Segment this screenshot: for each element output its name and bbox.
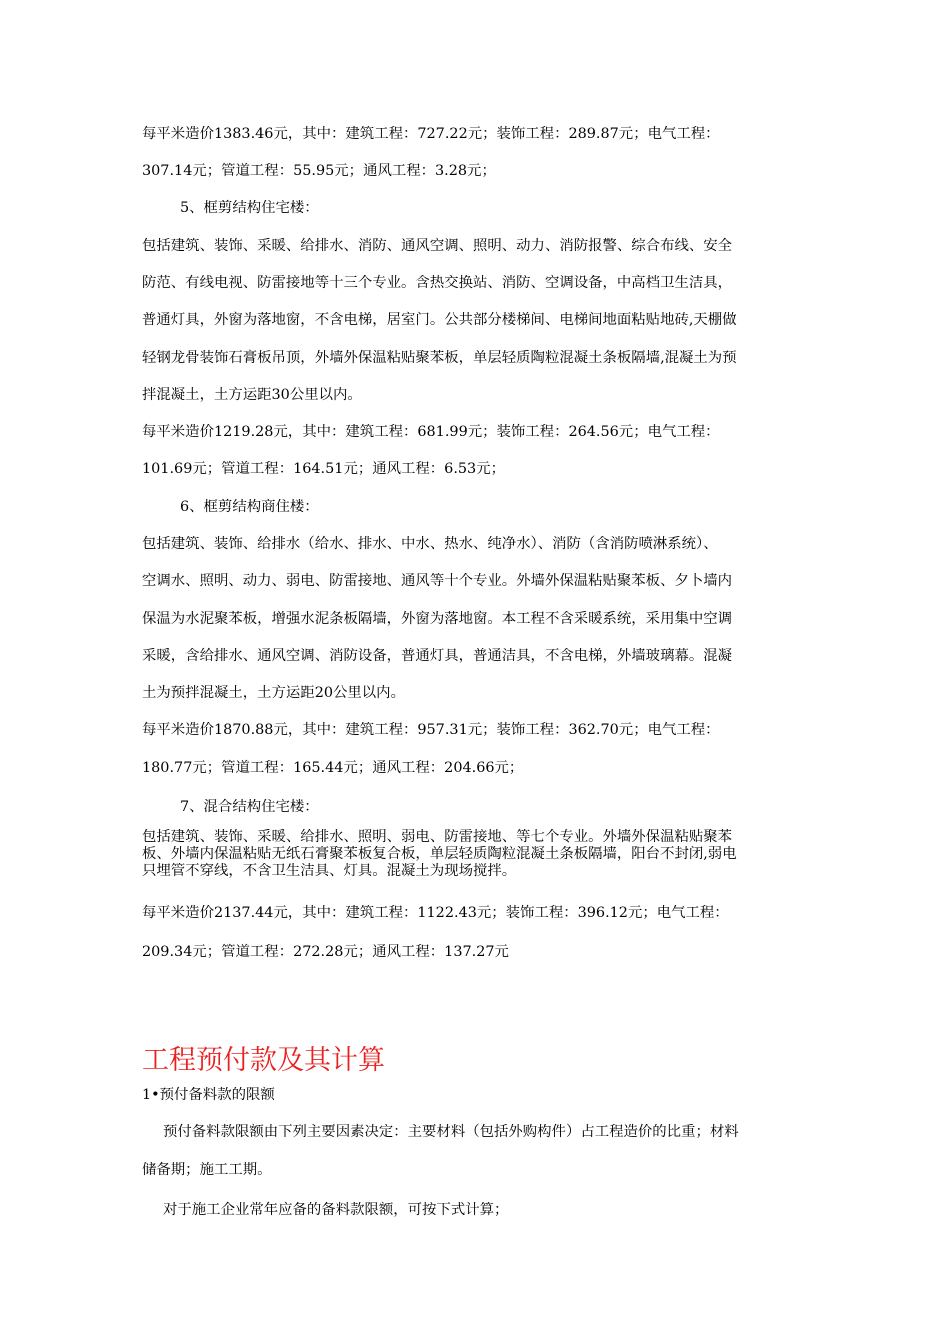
cost-line-7b: 209.34元；管道工程：272.28元；通风工程：137.27元 (142, 944, 509, 960)
cost-line-6a: 每平米造价1870.88元，其中：建筑工程：957.31元；装饰工程：362.70元；电气工程： (142, 722, 720, 738)
item-6-desc-2: 空调水、照明、动力、弱电、防雷接地、通风等十个专业。外墙外保温粘贴聚苯板、夕卜墙内 (142, 573, 733, 589)
item-7-desc-3: 只埋管不穿线，不含卫生洁具、灯具。混凝土为现场搅拌。 (142, 863, 517, 879)
item-6-desc-4: 采暖，含给排水、通风空调、消防设备，普通灯具，普通洁具，不含电梯，外墙玻璃幕。混凝 (142, 648, 733, 664)
cost-line-7a: 每平米造价2137.44元，其中：建筑工程：1122.43元；装饰工程：396.12元；电气工程： (142, 905, 729, 921)
item-heading-5: 5、框剪结构住宅楼： (180, 200, 319, 216)
cost-line-4a: 每平米造价1383.46元，其中：建筑工程：727.22元；装饰工程：289.87元；电气工程： (142, 126, 720, 142)
item-5-desc-2: 防范、有线电视、防雷接地等十三个专业。含热交换站、消防、空调设备，中高档卫生洁具， (142, 275, 733, 291)
cost-line-4b: 307.14元；管道工程：55.95元；通风工程：3.28元； (142, 163, 496, 179)
item-7-desc (142, 829, 812, 880)
item-6-desc-5: 土为预拌混凝土，土方运距20公里以内。 (142, 685, 405, 701)
para2: 对于施工企业常年应备的备料款限额，可按下式计算； (163, 1202, 509, 1218)
item-heading-7: 7、混合结构住宅楼： (180, 799, 319, 815)
item-5-desc-5: 拌混凝土，土方运距30公里以内。 (142, 387, 362, 403)
cost-line-5b: 101.69元；管道工程：164.51元；通风工程：6.53元； (142, 461, 505, 477)
item-6-desc-1: 包括建筑、装饰、给排水（给水、排水、中水、热水、纯净水）、消防（含消防喷淋系统）、 (142, 536, 718, 552)
cost-line-6b: 180.77元；管道工程：165.44元；通风工程：204.66元； (142, 760, 524, 776)
para1-line2: 储备期；施工工期。 (142, 1162, 272, 1178)
item-heading-6: 6、框剪结构商住楼： (180, 499, 319, 515)
sub-title: 1•预付备料款的限额 (142, 1087, 275, 1103)
para1-line1: 预付备料款限额由下列主要因素决定：主要材料（包括外购构件）占工程造价的比重；材料 (163, 1124, 739, 1140)
item-7-desc-2: 板、外墙内保温粘贴无纸石膏聚苯板复合板，单层轻质陶粒混凝土条板隔墙，阳台不封闭,弱电 (142, 846, 737, 862)
cost-line-5a: 每平米造价1219.28元，其中：建筑工程：681.99元；装饰工程：264.56元；电气工程： (142, 424, 720, 440)
section-title: 工程预付款及其计算 (142, 1045, 385, 1076)
item-5-desc-3: 普通灯具，外窗为落地窗，不含电梯，居室门。公共部分楼梯间、电梯间地面粘贴地砖,天棚做 (142, 312, 737, 328)
item-5-desc-1: 包括建筑、装饰、采暖、给排水、消防、通风空调、照明、动力、消防报警、综合布线、安全 (142, 238, 733, 254)
item-5-desc-4: 轻钢龙骨装饰石膏板吊顶，外墙外保温粘贴聚苯板，单层轻质陶粒混凝土条板隔墙,混凝土为预 (142, 350, 737, 366)
item-6-desc-3: 保温为水泥聚苯板，增强水泥条板隔墙，外窗为落地窗。本工程不含采暖系统，采用集中空调 (142, 611, 733, 627)
item-7-desc-1: 包括建筑、装饰、采暖、给排水、照明、弱电、防雷接地、等七个专业。外墙外保温粘贴聚苯 (142, 829, 733, 845)
